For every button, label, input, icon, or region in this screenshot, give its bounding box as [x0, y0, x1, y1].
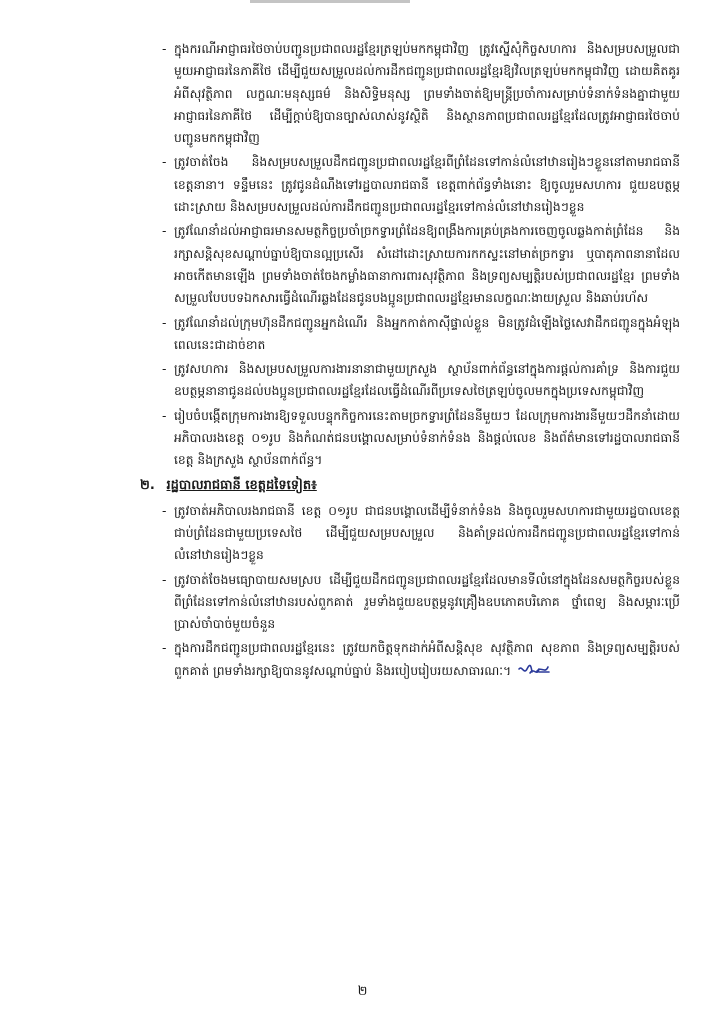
list-item-text: ក្នុងការដឹកជញ្ជូនប្រជាពលរដ្ឋខ្មែរនេះ ត្រូវយកចិត្តទុកដាក់អំពីសន្តិសុខ សុវត្ថិភាព សុខភាព និងទ្រព្យសម្បត្តិរបស់ពួកគាត់ ព្រមទាំងរក្សាឱ្យបាននូវសណ្ដាប់ធ្នាប់ និងរបៀបរៀបរយសាធារណៈ។	[174, 641, 680, 678]
list-item: - ត្រូវចាត់ចែងមធ្យោបាយសមស្រប ដើម្បីជួយដឹកជញ្ជូនប្រជាពលរដ្ឋខ្មែរដែលមានទីលំនៅក្នុងដែនសមត្ថកិច្ចរបស់ខ្លួន ពីព្រំដែនទៅកាន់លំនៅឋានរបស់ពួកគាត់ រួមទាំងជួយឧបត្ថម្ភនូវគ្រឿងឧបភោគបរិភោគ ថ្នាំពេទ្យ និងសម្ភារៈប្រើប្រាស់ចាំបាច់មួយចំនួន	[160, 569, 680, 636]
page-number: ២	[357, 984, 368, 999]
section-number: ២.	[140, 477, 155, 493]
list-item: - រៀបចំបង្កើតក្រុមការងារឱ្យទទួលបន្ទុកកិច្ចការនេះតាមច្រកទ្វារព្រំដែននីមួយៗ ដែលក្រុមការងារនីមួយៗដឹកនាំដោយអភិបាលរងខេត្ត ០១រូប និងកំណត់ជនបង្គោលសម្រាប់ទំនាក់ទំនង និងផ្ដល់លេខ និងព័ត៌មានទៅរដ្ឋបាលរាជធានី ខេត្ត និងក្រសួង ស្ថាប័នពាក់ព័ន្ធ។	[160, 405, 680, 472]
initials-signature-icon	[517, 663, 551, 679]
list-item: - ត្រូវណែនាំដល់ក្រុមហ៊ុនដឹកជញ្ជូនអ្នកដំណើរ និងអ្នកកាត់កាស៊ីផ្ទាល់ខ្លួន មិនត្រូវដំឡើងថ្លៃសេវាដឹកជញ្ជូនក្នុងអំឡុងពេលនេះជាដាច់ខាត	[160, 312, 680, 357]
list-item	[160, 637, 680, 682]
list-item: - ត្រូវណែនាំដល់អាជ្ញាធរមានសមត្ថកិច្ចប្រចាំច្រកទ្វារព្រំដែនឱ្យពង្រឹងការគ្រប់គ្រងការចេញចូលឆ្លងកាត់ព្រំដែន និងរក្សាសន្តិសុខសណ្ដាប់ធ្នាប់ឱ្យបានល្អប្រសើរ សំដៅដោះស្រាយការកកស្ទះនៅមាត់ច្រកទ្វារ ឬបាតុភាពនានាដែលអាចកើតមានឡើង ព្រមទាំងចាត់ចែងកម្លាំងធានាការពារសុវត្ថិភាព និងទ្រព្យសម្បត្តិរបស់ប្រជាពលរដ្ឋខ្មែរ ព្រមទាំងសម្រួលបែបបទឯកសារធ្វើដំណើរឆ្លងដែនជូនបងប្អូនប្រជាពលរដ្ឋខ្មែរមានលក្ខណៈងាយស្រួល និងឆាប់រហ័ស	[160, 220, 680, 309]
list-item: - ក្នុងករណីអាជ្ញាធរថៃចាប់បញ្ជូនប្រជាពលរដ្ឋខ្មែរត្រឡប់មកកម្ពុជាវិញ ត្រូវស្នើសុំកិច្ចសហការ និងសម្របសម្រួលជាមួយអាជ្ញាធរនៃភាគីថៃ ដើម្បីជួយសម្រួលដល់ការដឹកជញ្ជូនប្រជាពលរដ្ឋខ្មែរឱ្យវិលត្រឡប់មកកម្ពុជាវិញ ដោយគិតគូរអំពីសុវត្ថិភាព លក្ខណៈមនុស្សធម៌ និងសិទ្ធិមនុស្ស ព្រមទាំងចាត់ឱ្យមន្ត្រីប្រចាំការសម្រាប់ទំនាក់ទំនងគ្នាជាមួយអាជ្ញាធរនៃភាគីថៃ ដើម្បីក្ដាប់ឱ្យបានច្បាស់លាស់នូវស្ថិតិ និងស្ថានភាពប្រជាពលរដ្ឋខ្មែរដែលត្រូវអាជ្ញាធរថៃចាប់បញ្ជូនមកកម្ពុជាវិញ	[160, 38, 680, 149]
list-item: - ត្រូវសហការ និងសម្របសម្រួលការងារនានាជាមួយក្រសួង ស្ថាប័នពាក់ព័ន្ធនៅក្នុងការផ្ដល់ការគាំទ្រ និងការជួយឧបត្ថម្ភនានាជូនដល់បងប្អូនប្រជាពលរដ្ឋខ្មែរដែលធ្វើដំណើរពីប្រទេសថៃត្រឡប់ចូលមកក្នុងប្រទេសកម្ពុជាវិញ	[160, 358, 680, 403]
section-title: រដ្ឋបាលរាជធានី ខេត្តដទៃទៀត៖	[166, 477, 317, 493]
list-item: - ត្រូវចាត់អភិបាលរងរាជធានី ខេត្ត ០១រូប ជាជនបង្គោលដើម្បីទំនាក់ទំនង និងចូលរួមសហការជាមួយរដ្ឋបាលខេត្តជាប់ព្រំដែនជាមួយប្រទេសថៃ ដើម្បីជួយសម្របសម្រួល និងគាំទ្រដល់ការដឹកជញ្ជូនប្រជាពលរដ្ឋខ្មែរទៅកាន់លំនៅឋានរៀងៗខ្លួន	[160, 500, 680, 567]
list-item: - ត្រូវចាត់ចែង និងសម្របសម្រួលដឹកជញ្ជូនប្រជាពលរដ្ឋខ្មែរពីព្រំដែនទៅកាន់លំនៅឋានរៀងៗខ្លួននៅតាមរាជធានី ខេត្តនានា។ ទន្ទឹមនេះ ត្រូវជូនដំណឹងទៅរដ្ឋបាលរាជធានី ខេត្តពាក់ព័ន្ធទាំងនោះ ឱ្យចូលរួមសហការ ជួយឧបត្ថម្ភ ដោះស្រាយ និងសម្របសម្រួលដល់ការដឹកជញ្ជូនប្រជាពលរដ្ឋខ្មែរទៅកាន់លំនៅឋានរៀងៗខ្លួន	[160, 151, 680, 218]
section-heading	[140, 474, 680, 498]
document-body	[140, 38, 680, 684]
top-edge-mark	[250, 0, 410, 3]
